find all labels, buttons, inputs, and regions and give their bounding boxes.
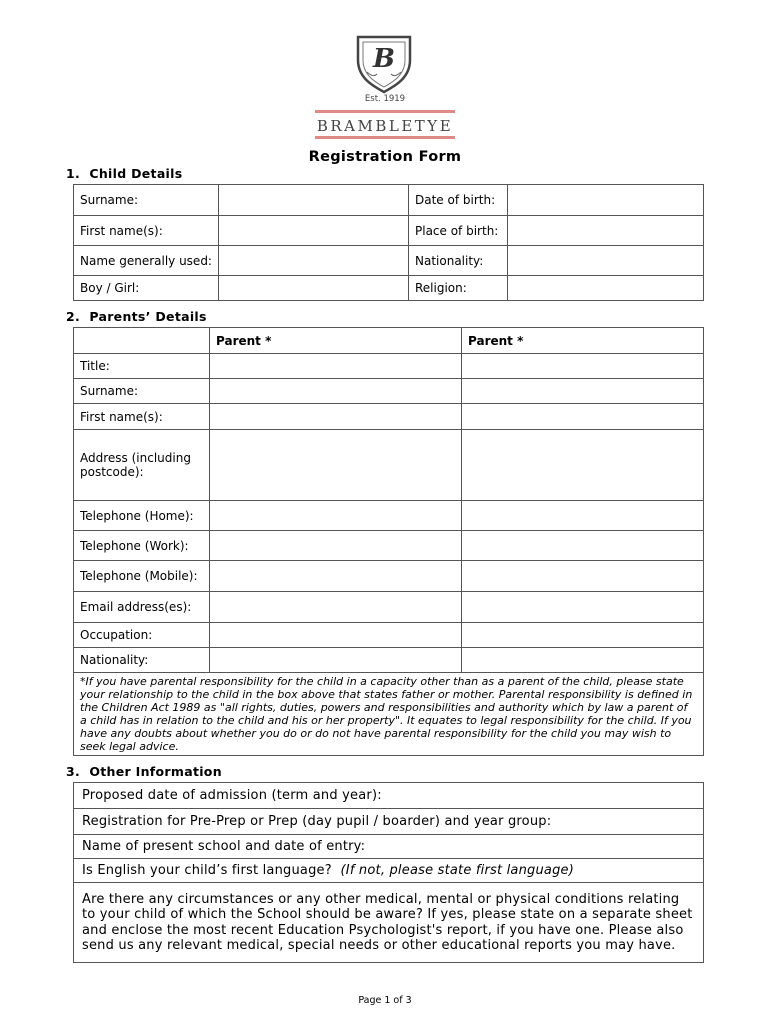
parent-1-first-names-input[interactable] [210, 404, 462, 430]
telephone-home-label: Telephone (Home): [74, 501, 210, 531]
table-row [74, 835, 704, 859]
dob-label: Date of birth: [409, 185, 508, 216]
child-details-table [73, 184, 704, 301]
logo-area [315, 34, 455, 140]
parent-2-address-input[interactable] [462, 430, 704, 501]
surname-label: Surname: [74, 379, 210, 404]
name-used-input[interactable] [219, 246, 409, 276]
surname-input[interactable] [219, 185, 409, 216]
first-language-question-text: Is English your child’s first language? [82, 862, 332, 878]
table-row [74, 783, 704, 809]
surname-label: Surname: [74, 185, 219, 216]
table-row [74, 430, 704, 501]
place-of-birth-input[interactable] [508, 216, 704, 246]
table-row [74, 809, 704, 835]
brand-name: BRAMBLETYE [316, 117, 454, 135]
table-row [74, 276, 704, 301]
parent-1-nationality-input[interactable] [210, 648, 462, 673]
gender-label: Boy / Girl: [74, 276, 219, 301]
admission-date-question[interactable]: Proposed date of admission (term and year): [74, 783, 704, 809]
parent-2-header: Parent * [462, 328, 704, 354]
registration-type-question[interactable]: Registration for Pre-Prep or Prep (day pupil / boarder) and year group: [74, 809, 704, 835]
gender-input[interactable] [219, 276, 409, 301]
section-parents-title: 2. Parents’ Details [66, 309, 207, 324]
parent-1-email-input[interactable] [210, 592, 462, 623]
first-names-label: First name(s): [74, 404, 210, 430]
established-date: Est. 1919 [364, 94, 406, 104]
brand-stripe-bottom [315, 136, 455, 139]
parent-2-telephone-work-input[interactable] [462, 531, 704, 561]
parent-2-telephone-mobile-input[interactable] [462, 561, 704, 592]
first-names-label: First name(s): [74, 216, 219, 246]
table-row [74, 883, 704, 963]
parent-2-occupation-input[interactable] [462, 623, 704, 648]
other-information-table [73, 782, 704, 963]
table-header-row [74, 328, 704, 354]
title-label: Title: [74, 354, 210, 379]
parent-2-surname-input[interactable] [462, 379, 704, 404]
form-title: Registration Form [308, 149, 462, 165]
email-label: Email address(es): [74, 592, 210, 623]
first-language-note: (If not, please state first language) [340, 862, 575, 878]
table-row [74, 531, 704, 561]
page-number: Page 1 of 3 [358, 995, 412, 1006]
dob-input[interactable] [508, 185, 704, 216]
parent-1-telephone-mobile-input[interactable] [210, 561, 462, 592]
table-row [74, 623, 704, 648]
table-row [74, 404, 704, 430]
parent-1-title-input[interactable] [210, 354, 462, 379]
parental-responsibility-note: *If you have parental responsibility for the child in a capacity other than as a parent of the child, please state your relationship to the child in the box above that states father or mother. Parental responsibility is defined in the Children Act 1989 as "all rights, duties, powers and responsibilities and authority which by law a parent of a child has in relation to the child and his or her property". It equates to legal responsibility for the child. If you have any doubts about whether you do or do not have parental responsibility for the child you may wish to seek legal advice. [74, 673, 704, 756]
table-row [74, 216, 704, 246]
first-language-question[interactable] [74, 859, 704, 883]
parent-2-nationality-input[interactable] [462, 648, 704, 673]
table-row [74, 859, 704, 883]
parent-1-occupation-input[interactable] [210, 623, 462, 648]
table-row [74, 379, 704, 404]
table-row [74, 185, 704, 216]
place-of-birth-label: Place of birth: [409, 216, 508, 246]
brand-stripe-top [315, 110, 455, 113]
parent-1-telephone-home-input[interactable] [210, 501, 462, 531]
religion-label: Religion: [409, 276, 508, 301]
parent-2-title-input[interactable] [462, 354, 704, 379]
table-row [74, 501, 704, 531]
address-label: Address (including postcode): [74, 430, 210, 501]
medical-conditions-question[interactable]: Are there any circumstances or any other medical, mental or physical conditions relating to your child of which the School should be aware? If yes, please state on a separate sheet and enclose the most recent Education Psychologist's report, if you have one. Please also send us any relevant medical, special needs or other educational reports you may have. [74, 883, 704, 963]
table-row [74, 592, 704, 623]
parent-2-telephone-home-input[interactable] [462, 501, 704, 531]
table-row [74, 354, 704, 379]
school-crest-icon [355, 34, 413, 94]
section-other-title: 3. Other Information [66, 764, 222, 779]
parent-2-email-input[interactable] [462, 592, 704, 623]
nationality-label: Nationality: [409, 246, 508, 276]
name-used-label: Name generally used: [74, 246, 219, 276]
occupation-label: Occupation: [74, 623, 210, 648]
parent-1-surname-input[interactable] [210, 379, 462, 404]
telephone-mobile-label: Telephone (Mobile): [74, 561, 210, 592]
parent-1-telephone-work-input[interactable] [210, 531, 462, 561]
telephone-work-label: Telephone (Work): [74, 531, 210, 561]
parent-1-header: Parent * [210, 328, 462, 354]
table-row [74, 561, 704, 592]
parent-2-first-names-input[interactable] [462, 404, 704, 430]
first-names-input[interactable] [219, 216, 409, 246]
present-school-question[interactable]: Name of present school and date of entry: [74, 835, 704, 859]
parents-details-table [73, 327, 704, 756]
section-child-title: 1. Child Details [66, 166, 183, 181]
svg-text:B: B [373, 44, 395, 74]
table-row [74, 648, 704, 673]
table-row [74, 246, 704, 276]
nationality-label: Nationality: [74, 648, 210, 673]
nationality-input[interactable] [508, 246, 704, 276]
religion-input[interactable] [508, 276, 704, 301]
table-row [74, 673, 704, 756]
empty-header-cell [74, 328, 210, 354]
parent-1-address-input[interactable] [210, 430, 462, 501]
